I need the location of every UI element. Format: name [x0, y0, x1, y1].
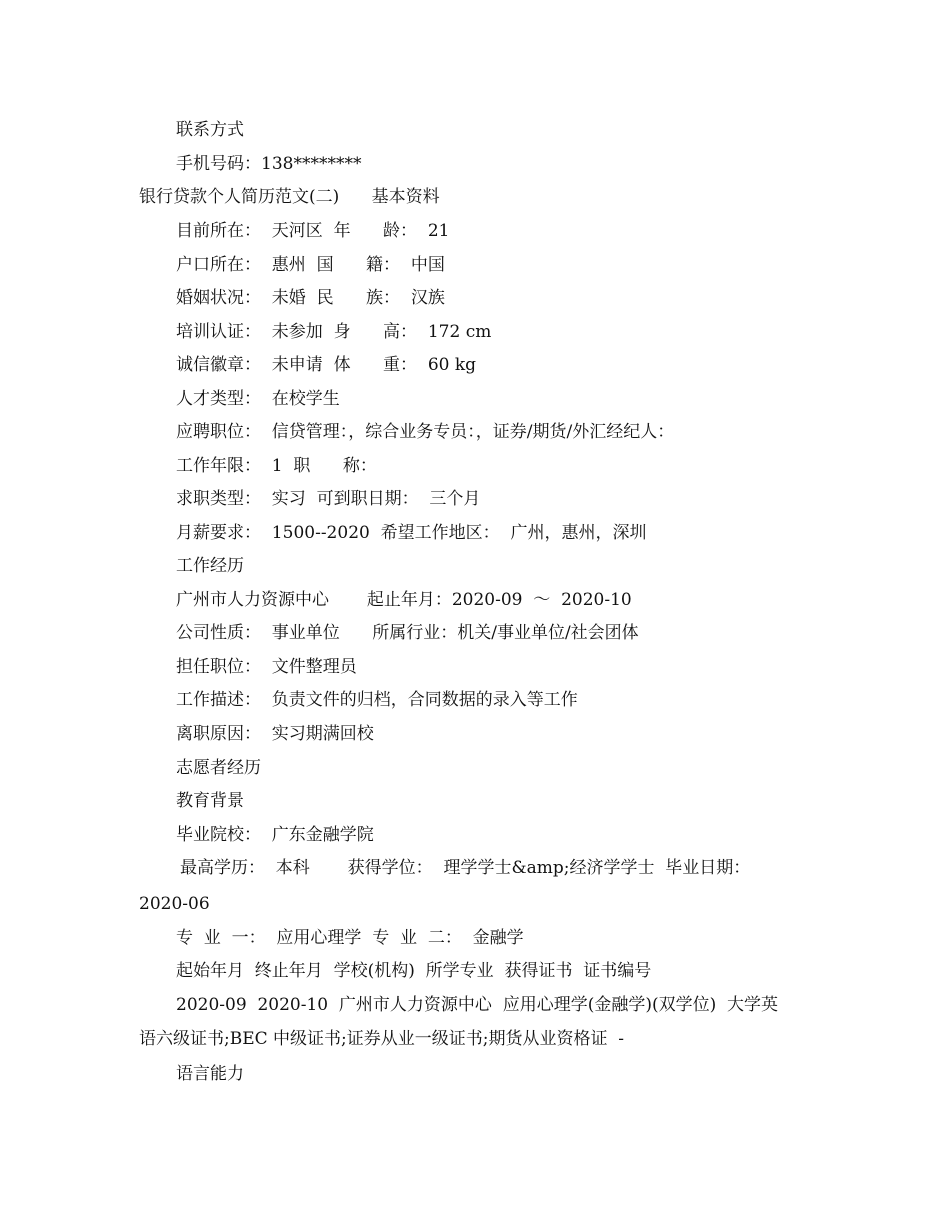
applied-position-line: 应聘职位： 信贷管理：，综合业务专员：，证券/期货/外汇经纪人：	[176, 422, 675, 442]
section-heading-education: 教育背景	[176, 791, 244, 811]
education-entry-line-1: 2020-09 2020-10 广州市人力资源中心 应用心理学(金融学)(双学位) 大学英	[176, 995, 779, 1015]
company-nature-line: 公司性质： 事业单位 所属行业：机关/事业单位/社会团体	[176, 623, 639, 643]
section-heading-language: 语言能力	[176, 1064, 244, 1084]
salary-region-line: 月薪要求： 1500--2020 希望工作地区： 广州，惠州，深圳	[176, 523, 647, 543]
hukou-nationality-line: 户口所在： 惠州 国 籍： 中国	[176, 255, 445, 275]
leaving-reason-line: 离职原因： 实习期满回校	[176, 724, 374, 744]
education-entry-line-2: 语六级证书;BEC 中级证书;证券从业一级证书;期货从业资格证 -	[139, 1029, 625, 1049]
phone-number-line: 手机号码：138********	[176, 154, 362, 174]
section-heading-contact: 联系方式	[176, 120, 244, 140]
talent-type-line: 人才类型： 在校学生	[176, 389, 340, 409]
graduate-school-line: 毕业院校： 广东金融学院	[176, 825, 374, 845]
majors-line: 专 业 一： 应用心理学 专 业 二： 金融学	[176, 928, 524, 948]
employer-period-line: 广州市人力资源中心 起止年月：2020-09 ～ 2020-10	[176, 590, 632, 610]
highest-degree-line: 最高学历： 本科 获得学位： 理学学士&amp;经济学学士 毕业日期：	[180, 858, 751, 878]
training-height-line: 培训认证： 未参加 身 高： 172 cm	[176, 322, 492, 342]
graduation-date-line: 2020-06	[139, 894, 210, 914]
integrity-weight-line: 诚信徽章： 未申请 体 重： 60 kg	[176, 355, 477, 375]
work-years-title-line: 工作年限： 1 职 称：	[176, 456, 377, 476]
location-age-line: 目前所在： 天河区 年 龄： 21	[176, 221, 450, 241]
document-title-line: 银行贷款个人简历范文(二) 基本资料	[139, 187, 440, 207]
section-heading-work-experience: 工作经历	[176, 556, 244, 576]
position-held-line: 担任职位： 文件整理员	[176, 657, 357, 677]
marital-ethnicity-line: 婚姻状况： 未婚 民 族： 汉族	[176, 288, 445, 308]
education-table-header-line: 起始年月 终止年月 学校(机构) 所学专业 获得证书 证书编号	[176, 961, 652, 981]
section-heading-volunteer: 志愿者经历	[176, 758, 261, 778]
job-description-line: 工作描述： 负责文件的归档，合同数据的录入等工作	[176, 690, 578, 710]
job-type-line: 求职类型： 实习 可到职日期： 三个月	[176, 489, 481, 509]
